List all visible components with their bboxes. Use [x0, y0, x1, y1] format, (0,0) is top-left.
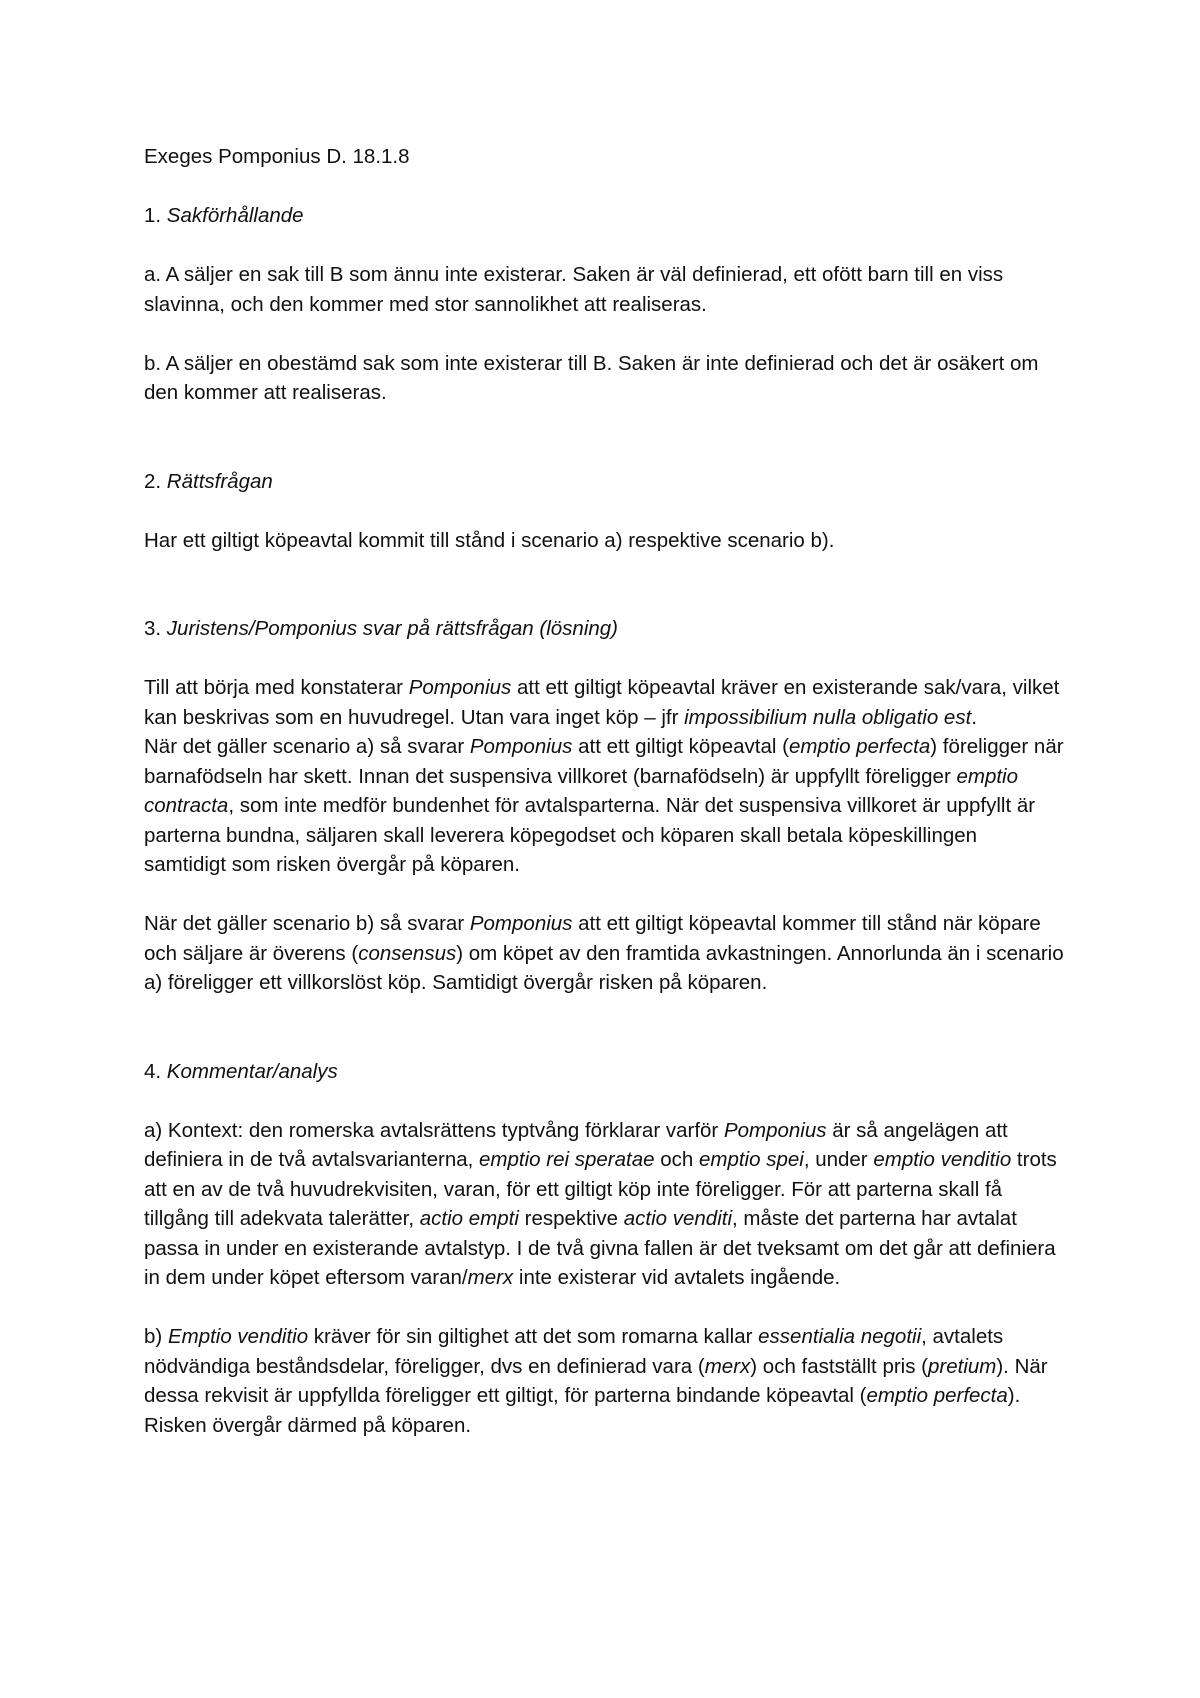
section-4-title: Kommentar/analys — [166, 1059, 338, 1083]
section-4-heading — [144, 1057, 1064, 1087]
section-3-heading — [144, 614, 1064, 644]
section-2-number: 2. — [144, 469, 167, 493]
section-2-heading — [144, 467, 1064, 497]
section-1-paragraph-b: b. A säljer en obestämd sak som inte existerar till B. Saken är inte definierad och det är osäkert om den kommer att realiseras. — [144, 351, 1039, 404]
section-3-paragraph-2: När det gäller scenario a) så svarar Pomponius att ett giltigt köpeavtal (emptio perfecta) föreligger när barnafödseln har skett. Innan det suspensiva villkoret (barnafödseln) är uppfyllt föreligger emptio contracta, som inte medför bundenhet för avtalsparterna. När det suspensiva villkoret är uppfyllt är parterna bundna, säljaren skall leverera köpegodset och köparen skall betala köpeskillingen samtidigt som risken övergår på köparen. — [144, 735, 1064, 876]
section-4-paragraph-a: a) Kontext: den romerska avtalsrättens typtvång förklarar varför Pomponius är så angelägen att definiera in de två avtalsvarianterna, emptio rei speratae och emptio spei, under emptio venditio trots att en av de två huvudrekvisiten, varan, för ett giltigt köp inte föreligger. För att parterna skall få tillgång till adekvata talerätter, actio empti respektive actio venditi, måste det parterna har avtalat passa in under en existerande avtalstyp. I de två givna fallen är det tveksamt om det går att definiera in dem under köpet eftersom varan/merx inte existerar vid avtalets ingående. — [144, 1118, 1057, 1289]
section-4-paragraph-b: b) Emptio venditio kräver för sin giltighet att det som romarna kallar essentialia negotii, avtalets nödvändiga beståndsdelar, föreligger, dvs en definierad vara (merx) och fastställt pris (pretium). När dessa rekvisit är uppfyllda föreligger ett giltigt, för parterna bindande köpeavtal (emptio perfecta). Risken övergår därmed på köparen. — [144, 1325, 1048, 1437]
section-1-paragraph-a: a. A säljer en sak till B som ännu inte existerar. Saken är väl definierad, ett ofött barn till en viss slavinna, och den kommer med stor sannolikhet att realiseras. — [144, 263, 1004, 316]
section-3-title: Juristens/Pomponius svar på rättsfrågan (lösning) — [166, 617, 619, 640]
section-1-title: Sakförhållande — [166, 204, 304, 227]
section-3-paragraph-3: När det gäller scenario b) så svarar Pomponius att ett giltigt köpeavtal kommer till stånd när köpare och säljare är överens (consensus) om köpet av den framtida avkastningen. Annorlunda än i scenario a) föreligger ett villkorslöst köp. Samtidigt övergår risken på köparen. — [144, 912, 1064, 994]
section-2-title: Rättsfrågan — [166, 469, 273, 493]
section-4-number: 4. — [144, 1059, 167, 1083]
document-title: Exeges Pomponius D. 18.1.8 — [144, 145, 410, 168]
document-body — [144, 142, 1064, 1440]
section-3-paragraph-1: Till att börja med konstaterar Pomponius att ett giltigt köpeavtal kräver en existerande sak/vara, vilket kan beskrivas som en huvudregel. Utan vara inget köp – jfr impossibilium nulla obligatio est. — [144, 676, 1060, 729]
section-3-number: 3. — [144, 617, 167, 640]
section-1-number: 1. — [144, 204, 167, 227]
section-1-heading — [144, 201, 1064, 231]
section-2-paragraph: Har ett giltigt köpeavtal kommit till stånd i scenario a) respektive scenario b). — [144, 528, 835, 552]
